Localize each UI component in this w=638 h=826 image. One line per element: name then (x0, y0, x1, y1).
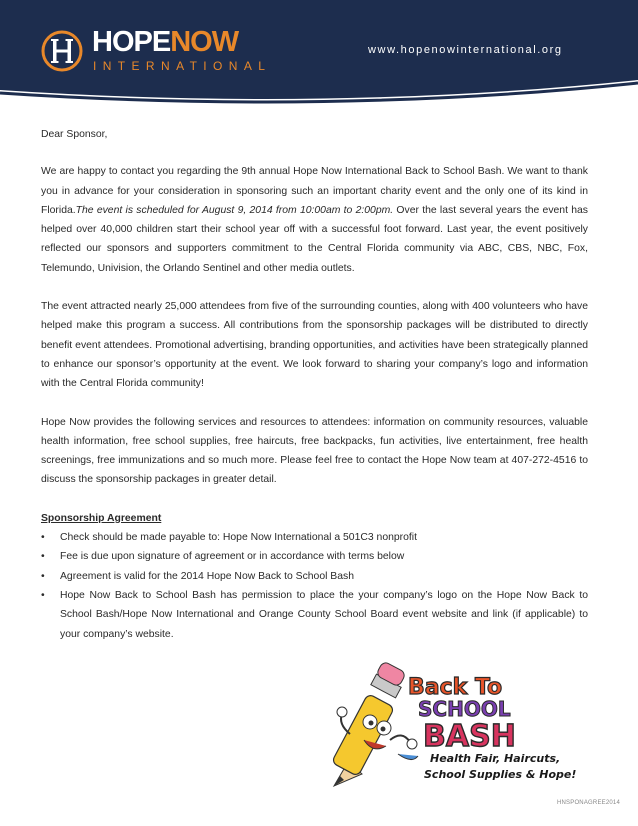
list-item: • Check should be made payable to: Hope Now International a 501C3 nonprofit (41, 528, 588, 547)
paragraph-3: Hope Now provides the following services and resources to attendees: information on community resources, valuable health information, free school supplies, free haircuts, free backpacks, fun activities, live entertainment, free health screenings, free immunizations and so much more. Please feel free to contact the Hope Now team at 407-272-4516 to discuss the sponsorship packages in greater detail. (41, 416, 588, 486)
brand-name (92, 28, 238, 57)
list-item: • Fee is due upon signature of agreement or in accordance with terms below (41, 547, 588, 566)
website-url[interactable]: www.hopenowinternational.org (368, 44, 563, 56)
salutation: Dear Sponsor, (41, 129, 108, 140)
paragraph-1-rest: Over the last several years the event has helped over 40,000 children start their school year off with a successful foot forward. Last year, the event positively reflected our sponsors and supporters commitment to the Central Florida community via ABC, CBS, NBC, Fox, Telemundo, Univision, the Orlando Sentinel and other media outlets. (41, 204, 588, 274)
bash-line-3: BASH (423, 719, 516, 754)
list-item: • Hope Now Back to School Bash has permission to place the your company’s logo on the Hope Now Back to School Bash/Hope Now International and Orange County School Board event website and link (if applicable) to your company’s website. (41, 586, 588, 644)
document-code: HNSPONAGREE2014 (556, 800, 620, 806)
back-to-school-bash-logo (328, 660, 577, 792)
paragraph-1-intro: We are happy to contact you regarding the 9th annual Hope Now International Back to School Bash. We want to thank you in advance for your consideration in sponsoring such an important charity event and the only one of its kind in Florida. (41, 166, 588, 216)
bash-line-1: Back To (408, 675, 503, 700)
bash-tagline-2: School Supplies & Hope! (424, 768, 577, 781)
bash-line-2: SCHOOL (418, 697, 511, 721)
sponsorship-agreement-heading: Sponsorship Agreement (41, 512, 162, 524)
letterhead-header (0, 0, 638, 100)
list-item: • Agreement is valid for the 2014 Hope Now Back to School Bash (41, 567, 588, 586)
letter-body (41, 125, 588, 644)
hopenow-logo-icon (40, 29, 84, 73)
paragraph-1 (41, 162, 588, 278)
bash-tagline-1: Health Fair, Haircuts, (430, 752, 561, 765)
pencil-mascot-icon (331, 661, 418, 786)
brand-hope: HOPE (92, 26, 171, 58)
brand-subtitle: INTERNATIONAL (93, 59, 272, 73)
event-date-text: The event is scheduled for August 9, 2014 from 10:00am to 2:00pm. (75, 204, 394, 216)
brand-now: NOW (170, 26, 239, 58)
paragraph-2: The event attracted nearly 25,000 attendees from five of the surrounding counties, along with 400 volunteers who have helped make this program a success. All contributions from the sponsorship packages will be distributed to directly benefit event attendees. Promotional advertising, branding opportunities, and activities have been strategically planned to enhance our sponsor’s opportunity at the event. We look forward to sharing your company’s logo and information with the Central Florida community! (41, 301, 588, 390)
agreement-list (41, 528, 588, 644)
